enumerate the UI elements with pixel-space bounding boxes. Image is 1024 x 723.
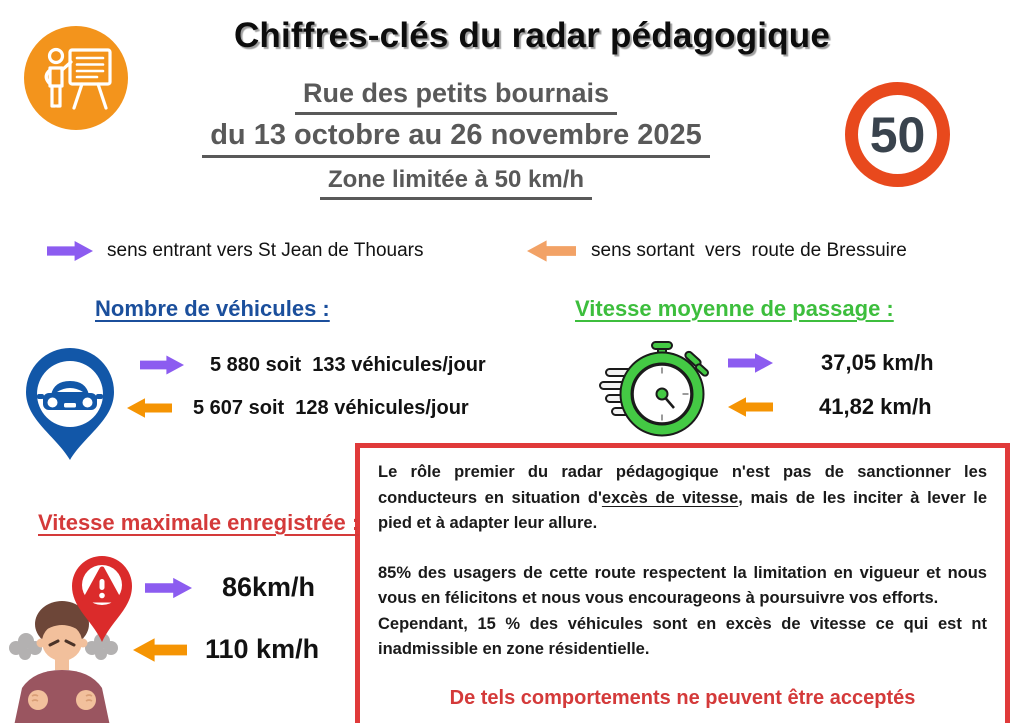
period-text: du 13 octobre au 26 novembre 2025 [202, 119, 710, 158]
zone-text: Zone limitée à 50 km/h [320, 166, 592, 200]
notice-paragraph-1 [378, 460, 987, 537]
period-subtitle [0, 119, 912, 158]
notice-paragraph-3: Cependant, 15 % des véhicules sont en excès de vitesse ce qui est nt inadmissible en zone résidentielle. [378, 614, 987, 659]
legend-sortant [527, 239, 907, 263]
avg-speed-entrant-row [728, 350, 934, 376]
vehicles-entrant-value: 5 880 soit 133 véhicules/jour [210, 353, 486, 376]
arrow-right-icon [47, 240, 93, 262]
street-text: Rue des petits bournais [295, 78, 617, 115]
angry-person-warning-pin-icon [4, 548, 144, 723]
arrow-left-icon [527, 239, 576, 263]
speed-limit-50-sign [845, 82, 950, 187]
car-location-pin-icon [18, 344, 122, 462]
notice-box [355, 443, 1010, 723]
avg-speed-heading: Vitesse moyenne de passage : [575, 296, 894, 321]
max-speed-sortant-value: 110 km/h [205, 634, 320, 664]
notice-p1-underlined: excès de vitesse [601, 488, 739, 507]
max-speed-sortant-row [133, 634, 319, 665]
arrow-left-icon [127, 396, 172, 420]
legend-entrant-label: sens entrant vers St Jean de Thouars [107, 240, 424, 261]
street-subtitle [0, 78, 912, 115]
avg-speed-sortant-row [728, 394, 932, 420]
legend-sortant-label: sens sortant vers route de Bressuire [591, 240, 907, 261]
avg-speed-sortant-value: 41,82 km/h [819, 394, 932, 419]
notice-paragraph-2: 85% des usagers de cette route respectent la limitation en vigueur et nous vous en félicitons et nous vous encourageons à poursuivre vos efforts. [378, 563, 987, 608]
arrow-right-icon [145, 575, 192, 601]
max-speed-entrant-row [145, 572, 315, 603]
zone-subtitle [0, 166, 912, 200]
arrow-left-icon [728, 395, 773, 419]
vehicles-sortant-value: 5 607 soit 128 véhicules/jour [193, 396, 469, 419]
page-title: Chiffres-clés du radar pédagogique [233, 16, 831, 55]
notice-p1-before: Le rôle premier du radar pédagogique n'est pas de sanctionner les conducteurs en situation d' [378, 463, 987, 507]
vehicles-entrant-row [140, 353, 486, 377]
avg-speed-entrant-value: 37,05 km/h [821, 350, 934, 375]
vehicles-heading: Nombre de véhicules : [95, 296, 330, 321]
max-speed-heading: Vitesse maximale enregistrée : [38, 510, 360, 535]
arrow-left-icon [133, 636, 187, 664]
vehicles-sortant-row [127, 396, 469, 420]
speed-limit-value: 50 [869, 106, 926, 163]
notice-p1-after: , mais de les inciter à lever le pied et à adapter leur allure. [378, 488, 988, 533]
stopwatch-icon [598, 336, 710, 444]
notice-conclusion: De tels comportements ne peuvent être acceptés [449, 686, 916, 709]
arrow-right-icon [728, 351, 773, 375]
arrow-right-icon [140, 353, 184, 377]
legend-entrant [47, 240, 424, 262]
max-speed-entrant-value: 86km/h [222, 572, 316, 602]
